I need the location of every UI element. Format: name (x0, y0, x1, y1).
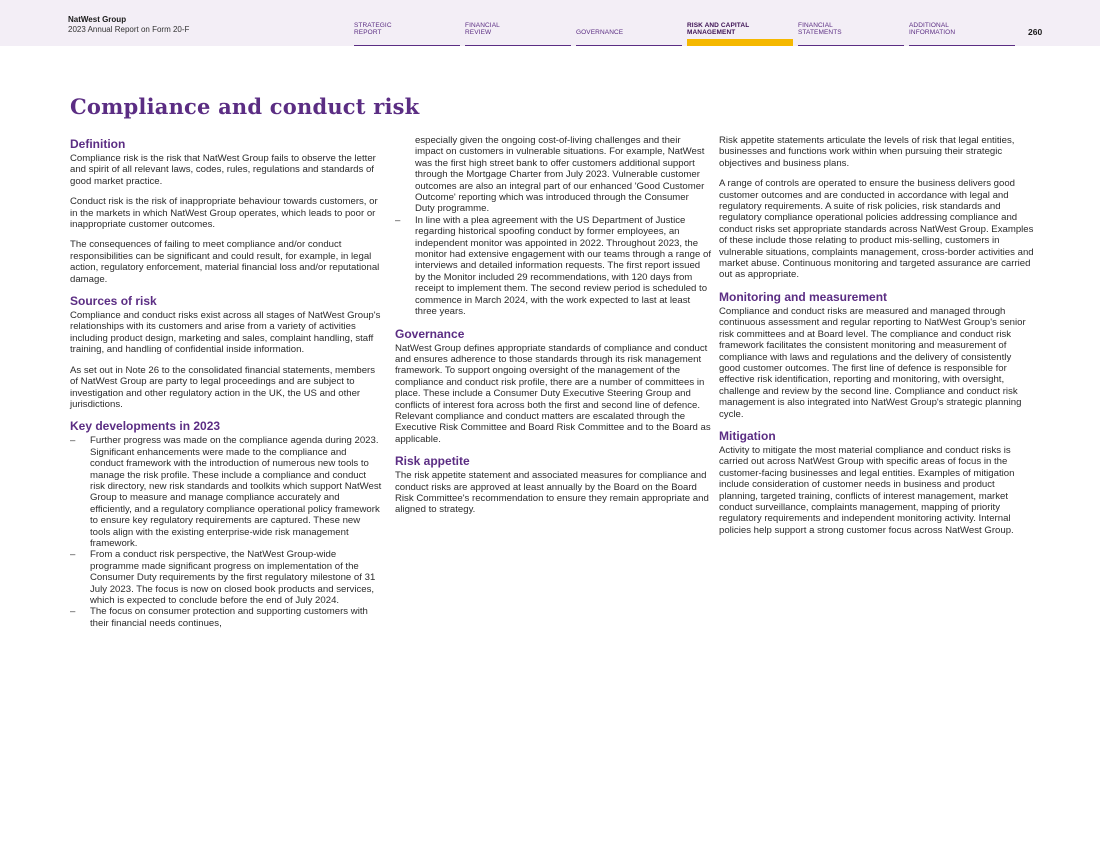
nav-label: GOVERNANCE (576, 29, 624, 36)
nav-label: STRATEGIC REPORT (354, 22, 392, 36)
nav-financial-statements[interactable] (798, 0, 904, 46)
company-name: NatWest Group (68, 15, 127, 24)
nav-label: FINANCIAL REVIEW (465, 22, 500, 36)
governance-heading: Governance (395, 326, 465, 341)
nav-underline (909, 45, 1015, 46)
key-developments-heading: Key developments in 2023 (70, 419, 221, 434)
nav-label: RISK AND CAPITAL MANAGEMENT (687, 22, 750, 36)
nav-risk-capital-management[interactable] (687, 0, 793, 46)
nav-strategic-report[interactable] (354, 0, 460, 46)
risk-appetite-heading: Risk appetite (395, 454, 470, 469)
definition-paragraph: Conduct risk is the risk of inappropriate behaviour towards customers, or in the markets in which NatWest Group operates, which leads to poor or inappropriate customer outcomes. (70, 196, 378, 231)
definition-heading: Definition (70, 137, 126, 151)
list-item: – From a conduct risk perspective, the NatWest Group-wide programme made significant progress on implementation of the Consumer Duty requirements by the first regulatory milestone of 31 July 2023. The focus is now on closed book products and services, which is expected to conclude before the end of July 2024. (70, 549, 382, 606)
definition-paragraph: The consequences of failing to meet compliance and/or conduct responsibilities can be significant and could result, for example, in legal action, regulatory enforcement, material financial loss and/or reputational damage. (70, 239, 380, 285)
nav-underline (354, 45, 460, 46)
monitoring-heading: Monitoring and measurement (719, 289, 888, 304)
column-left (70, 135, 382, 638)
column-middle (395, 135, 711, 525)
key-developments-list (70, 435, 382, 629)
column-right (719, 135, 1035, 545)
nav-underline (576, 45, 682, 46)
nav-financial-review[interactable] (465, 0, 571, 46)
nav-additional-information[interactable] (909, 0, 1015, 46)
mitigation-heading: Mitigation (719, 428, 776, 443)
nav-underline (798, 45, 904, 46)
sources-paragraph: As set out in Note 26 to the consolidated financial statements, members of NatWest Group are party to legal proceedings and are subject to investigation and other regulatory action in the UK, the US and other jurisdictions. (70, 364, 376, 410)
page-number: 260 (1028, 27, 1043, 37)
list-item: – In line with a plea agreement with the US Department of Justice regarding historical spoofing conduct by former employees, an independent monitor was appointed in 2022. Throughout 2023, the monitor had extensive engagement with our teams through a range of interviews and detailed information requests. The first report issued by the Monitor included 29 recommendations, with 120 days from receipt to implement them. The second review period is scheduled to commence in March 2024, with the work expected to last at least three years. (395, 215, 711, 318)
page-title: Compliance and conduct risk (70, 94, 420, 119)
definition-paragraph: Compliance risk is the risk that NatWest Group fails to observe the letter and spirit of all relevant laws, codes, rules, regulations and standards of good market practice. (70, 153, 376, 187)
mitigation-paragraph: Activity to mitigate the most material compliance and conduct risks is carried out across NatWest Group with specific areas of focus in the customer-facing businesses and legal entities. Examples of mitigation include consideration of customer needs in business and product planning, targeted training, conflicts of interest management, market conduct surveillance, complaints management, mapping of priority regulatory requirements and independent monitoring activity. Internal policies help support a strong customer focus across NatWest Group. (719, 444, 1015, 536)
list-item-continuation: especially given the ongoing cost-of-living challenges and their impact on customers in vulnerable situations. For example, NatWest was the first high street bank to offer customers additional support through the Mortgage Charter from July 2023. Vulnerable customer outcomes are also an integral part of our enhanced 'Good Customer Outcome' reporting which was introduced through the Consumer Duty programme. (415, 135, 705, 215)
sources-paragraph: Compliance and conduct risks exist across all stages of NatWest Group's relationships with its customers and arise from a variety of activities including product design, marketing and sales, complaint handling, staff training, and handling of confidential inside information. (70, 310, 381, 356)
list-item: – The focus on consumer protection and supporting customers with their financial needs continues, (70, 606, 382, 629)
key-developments-list-continued (395, 215, 711, 318)
nav-label: ADDITIONAL INFORMATION (909, 22, 956, 36)
risk-appetite-paragraph: Risk appetite statements articulate the levels of risk that legal entities, businesses and functions work within when pursuing their strategic objectives and business plans. (719, 135, 1015, 169)
nav-active-indicator (687, 39, 793, 46)
governance-paragraph: NatWest Group defines appropriate standards of compliance and conduct and ensures adherence to those standards through its risk management framework. To support ongoing oversight of the management of the compliance and conduct risk profile, there are a number of committees in place. These include a Consumer Duty Executive Steering Group and conflicts of interest fora across both the first and second line of defence. Relevant compliance and conduct matters are escalated through the Executive Risk Committee and Board Risk Committee and to the Board as applicable. (395, 342, 711, 445)
nav-governance[interactable] (576, 0, 682, 46)
sources-heading: Sources of risk (70, 294, 157, 309)
header-bar (0, 0, 1100, 46)
nav-label: FINANCIAL STATEMENTS (798, 22, 842, 36)
list-item: – Further progress was made on the compliance agenda during 2023. Significant enhancements were made to the compliance and conduct framework with the introduction of numerous new tools to manage the risk profile. These include a compliance and conduct risk directory, new risk standards and toolkits which support NatWest Group to measure and manage compliance accurately and efficiently, and a regulatory compliance operational policy framework to ensure key regulatory requirements are captured. These new tools align with the existing enterprise-wide risk management framework. (70, 435, 382, 549)
brand (68, 15, 189, 35)
nav-underline (465, 45, 571, 46)
report-name: 2023 Annual Report on Form 20-F (68, 25, 190, 34)
controls-paragraph: A range of controls are operated to ensure the business delivers good customer outcomes and are conducted in accordance with legal and regulatory requirements. A suite of risk policies, risk standards and regulatory compliance operational policies addressing compliance and conduct risks set appropriate standards across NatWest Group. Examples of these include those relating to product mis-selling, customers in vulnerable situations, complaints management, cross-border activities and market abuse. Continuous monitoring and targeted assurance are carried out as appropriate. (719, 178, 1034, 281)
monitoring-paragraph: Compliance and conduct risks are measured and managed through continuous assessment and regular reporting to NatWest Group's senior risk committees and at Board level. The compliance and conduct risk framework facilitates the consistent monitoring and measurement of compliance with laws and regulations and the delivery of consistently good customer outcomes. The first line of defence is responsible for effective risk identification, reporting and monitoring, with oversight, challenge and review by the second line. Compliance and conduct risk management is also integrated into NatWest Group's strategic planning cycle. (719, 305, 1026, 420)
risk-appetite-paragraph: The risk appetite statement and associated measures for compliance and conduct risks are approved at least annually by the Board on the Board Risk Committee's recommendation to ensure they remain appropriate and aligned to strategy. (395, 470, 709, 516)
